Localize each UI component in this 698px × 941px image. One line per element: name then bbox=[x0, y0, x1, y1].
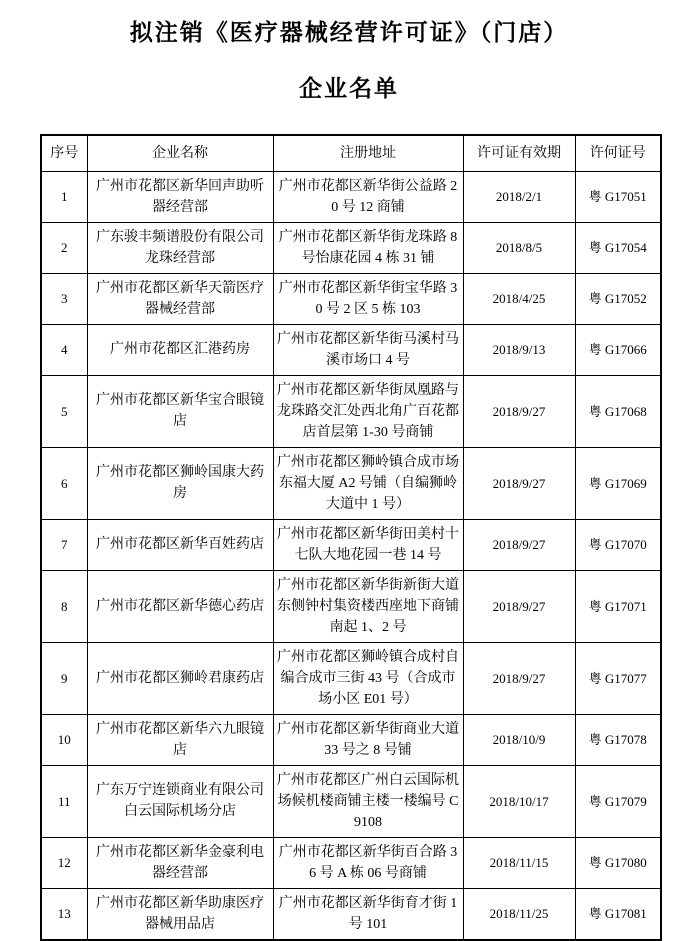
serial-cell: 13 bbox=[41, 888, 87, 940]
address-cell: 广州市花都区新华街百合路 36 号 A 栋 06 号商铺 bbox=[273, 837, 463, 888]
table-row bbox=[41, 765, 661, 837]
company-name-cell: 广州市花都区狮岭君康药店 bbox=[87, 642, 273, 714]
company-name-cell: 广州市花都区新华天箭医疗器械经营部 bbox=[87, 273, 273, 324]
table-row bbox=[41, 375, 661, 447]
table-row bbox=[41, 222, 661, 273]
header-address: 注册地址 bbox=[273, 135, 463, 172]
company-name-cell: 广州市花都区汇港药房 bbox=[87, 324, 273, 375]
expiry-cell: 2018/9/13 bbox=[463, 324, 575, 375]
company-name-cell: 广州市花都区新华宝合眼镜店 bbox=[87, 375, 273, 447]
header-company-name: 企业名称 bbox=[87, 135, 273, 172]
company-name-cell: 广州市花都区新华六九眼镜店 bbox=[87, 714, 273, 765]
table-row bbox=[41, 642, 661, 714]
serial-cell: 5 bbox=[41, 375, 87, 447]
table-body bbox=[41, 171, 661, 940]
table-header-row bbox=[41, 135, 661, 172]
address-cell: 广州市花都区新华街宝华路 30 号 2 区 5 栋 103 bbox=[273, 273, 463, 324]
serial-cell: 11 bbox=[41, 765, 87, 837]
license-cell: 粤 G17054 bbox=[575, 222, 661, 273]
serial-cell: 6 bbox=[41, 447, 87, 519]
serial-cell: 10 bbox=[41, 714, 87, 765]
license-cell: 粤 G17066 bbox=[575, 324, 661, 375]
company-name-cell: 广州市花都区新华百姓药店 bbox=[87, 519, 273, 570]
expiry-cell: 2018/9/27 bbox=[463, 447, 575, 519]
company-name-cell: 广州市花都区新华德心药店 bbox=[87, 570, 273, 642]
header-serial: 序号 bbox=[41, 135, 87, 172]
serial-cell: 9 bbox=[41, 642, 87, 714]
expiry-cell: 2018/8/5 bbox=[463, 222, 575, 273]
address-cell: 广州市花都区广州白云国际机场候机楼商铺主楼一楼编号 C9108 bbox=[273, 765, 463, 837]
address-cell: 广州市花都区狮岭镇合成村自编合成市三街 43 号（合成市场小区 E01 号） bbox=[273, 642, 463, 714]
company-name-cell: 广东万宁连锁商业有限公司白云国际机场分店 bbox=[87, 765, 273, 837]
company-name-cell: 广州市花都区新华金豪利电器经营部 bbox=[87, 837, 273, 888]
expiry-cell: 2018/2/1 bbox=[463, 171, 575, 222]
table-row bbox=[41, 714, 661, 765]
expiry-cell: 2018/10/17 bbox=[463, 765, 575, 837]
header-expiry-date: 许可证有效期 bbox=[463, 135, 575, 172]
address-cell: 广州市花都区新华街马溪村马溪市场口 4 号 bbox=[273, 324, 463, 375]
license-cell: 粤 G17077 bbox=[575, 642, 661, 714]
address-cell: 广州市花都区新华街公益路 20 号 12 商铺 bbox=[273, 171, 463, 222]
address-cell: 广州市花都区新华街凤凰路与龙珠路交汇处西北角广百花都店首层第 1-30 号商铺 bbox=[273, 375, 463, 447]
document-title-line-2: 企业名单 bbox=[299, 75, 399, 101]
license-cell: 粤 G17080 bbox=[575, 837, 661, 888]
address-cell: 广州市花都区新华街商业大道 33 号之 8 号铺 bbox=[273, 714, 463, 765]
license-cancellation-table bbox=[40, 134, 662, 941]
table-row bbox=[41, 171, 661, 222]
address-cell: 广州市花都区新华街育才街 1 号 101 bbox=[273, 888, 463, 940]
table-row bbox=[41, 447, 661, 519]
serial-cell: 8 bbox=[41, 570, 87, 642]
company-name-cell: 广州市花都区狮岭国康大药房 bbox=[87, 447, 273, 519]
license-cell: 粤 G17078 bbox=[575, 714, 661, 765]
expiry-cell: 2018/4/25 bbox=[463, 273, 575, 324]
company-name-cell: 广东骏丰频谱股份有限公司龙珠经营部 bbox=[87, 222, 273, 273]
table-row bbox=[41, 837, 661, 888]
company-name-cell: 广州市花都区新华回声助听器经营部 bbox=[87, 171, 273, 222]
document-title-line-1: 拟注销《医疗器械经营许可证》（门店） bbox=[129, 20, 569, 45]
expiry-cell: 2018/9/27 bbox=[463, 642, 575, 714]
table-row bbox=[41, 273, 661, 324]
license-cell: 粤 G17079 bbox=[575, 765, 661, 837]
serial-cell: 2 bbox=[41, 222, 87, 273]
serial-cell: 12 bbox=[41, 837, 87, 888]
license-cell: 粤 G17068 bbox=[575, 375, 661, 447]
license-cell: 粤 G17081 bbox=[575, 888, 661, 940]
serial-cell: 3 bbox=[41, 273, 87, 324]
serial-cell: 4 bbox=[41, 324, 87, 375]
expiry-cell: 2018/11/25 bbox=[463, 888, 575, 940]
serial-cell: 7 bbox=[41, 519, 87, 570]
address-cell: 广州市花都区新华街田美村十七队大地花园一巷 14 号 bbox=[273, 519, 463, 570]
license-cell: 粤 G17071 bbox=[575, 570, 661, 642]
expiry-cell: 2018/9/27 bbox=[463, 570, 575, 642]
table-row bbox=[41, 519, 661, 570]
company-name-cell: 广州市花都区新华助康医疗器械用品店 bbox=[87, 888, 273, 940]
license-cell: 粤 G17069 bbox=[575, 447, 661, 519]
table-row bbox=[41, 888, 661, 940]
expiry-cell: 2018/9/27 bbox=[463, 375, 575, 447]
header-license-number: 许何证号 bbox=[575, 135, 661, 172]
address-cell: 广州市花都区狮岭镇合成市场东福大厦 A2 号铺（自编狮岭大道中 1 号） bbox=[273, 447, 463, 519]
expiry-cell: 2018/11/15 bbox=[463, 837, 575, 888]
license-cell: 粤 G17052 bbox=[575, 273, 661, 324]
table-row bbox=[41, 570, 661, 642]
serial-cell: 1 bbox=[41, 171, 87, 222]
expiry-cell: 2018/9/27 bbox=[463, 519, 575, 570]
table-row bbox=[41, 324, 661, 375]
expiry-cell: 2018/10/9 bbox=[463, 714, 575, 765]
license-cell: 粤 G17070 bbox=[575, 519, 661, 570]
license-cell: 粤 G17051 bbox=[575, 171, 661, 222]
address-cell: 广州市花都区新华街新街大道东侧钟村集资楼西座地下商铺南起 1、2 号 bbox=[273, 570, 463, 642]
address-cell: 广州市花都区新华街龙珠路 8 号怡康花园 4 栋 31 铺 bbox=[273, 222, 463, 273]
